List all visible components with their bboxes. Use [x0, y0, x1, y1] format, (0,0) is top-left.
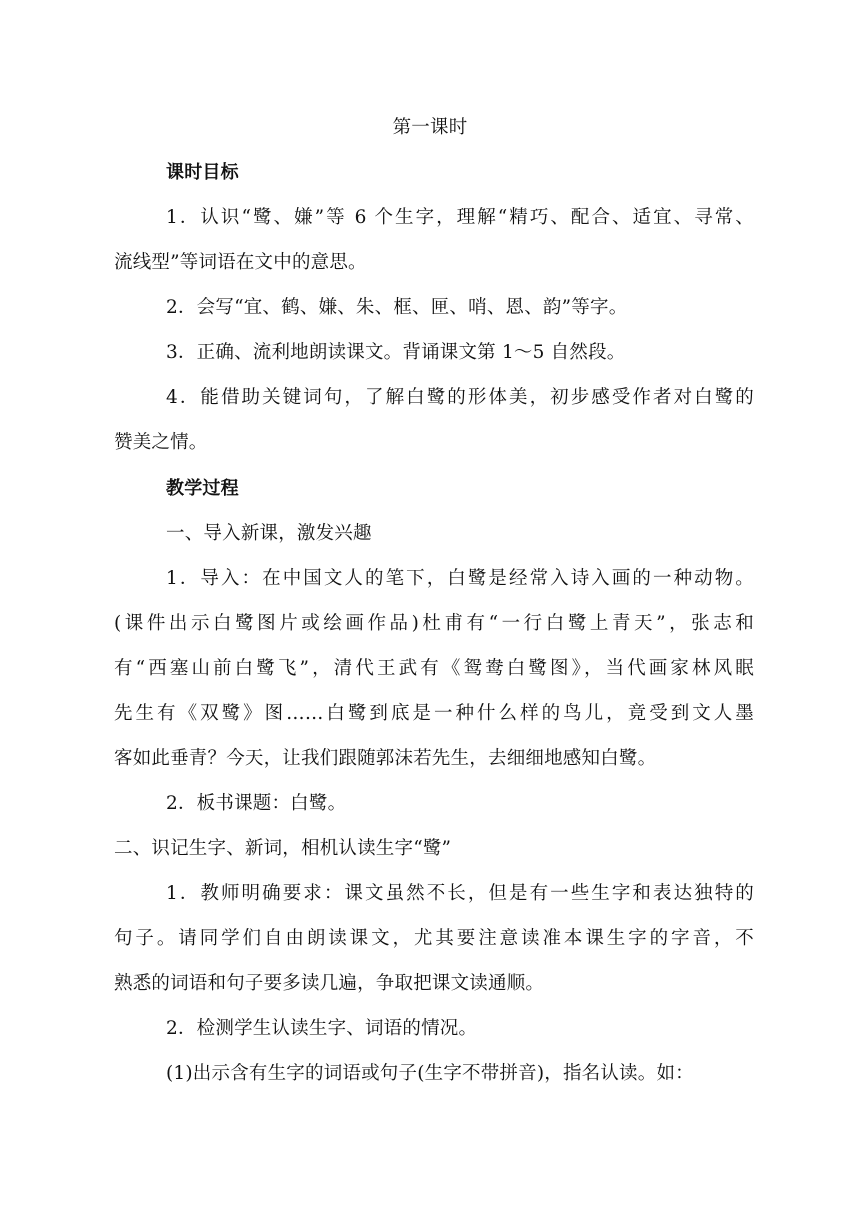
- section-heading-process: 教学过程: [166, 478, 239, 499]
- section-heading-goals: 课时目标: [166, 162, 239, 183]
- goal-1-line-1: 1．认识“鹭、嫌”等 6 个生字，理解“精巧、配合、适宜、寻常、: [166, 207, 754, 228]
- intro-para-line-5: 客如此垂青？今天，让我们跟随郭沫若先生，去细细地感知白鹭。: [114, 748, 657, 769]
- goal-4-line-2: 赞美之情。: [114, 432, 208, 453]
- teacher-para-line-1: 1．教师明确要求：课文虽然不长，但是有一些生字和表达独特的: [166, 883, 754, 904]
- show-words-para: (1)出示含有生字的词语或句子(生字不带拼音)，指名认读。如：: [166, 1063, 694, 1084]
- goal-2: 2．会写“宜、鹤、嫌、朱、框、匣、哨、恩、韵”等字。: [166, 297, 628, 318]
- board-title-para: 2．板书课题：白鹭。: [166, 793, 347, 814]
- check-para: 2．检测学生认读生字、词语的情况。: [166, 1018, 478, 1039]
- goal-1-line-2: 流线型”等词语在文中的意思。: [114, 252, 367, 273]
- intro-para-line-3: 有“西塞山前白鹭飞”，清代王武有《鸳鸯白鹭图》，当代画家林风眠: [114, 658, 754, 679]
- goal-4-line-1: 4．能借助关键词句，了解白鹭的形体美，初步感受作者对白鹭的: [166, 387, 754, 408]
- intro-para-line-1: 1．导入：在中国文人的笔下，白鹭是经常入诗入画的一种动物。: [166, 568, 754, 589]
- intro-para-line-4: 先生有《双鹭》图……白鹭到底是一种什么样的鸟儿，竟受到文人墨: [114, 703, 754, 724]
- part-2-title: 二、识记生字、新词，相机认读生字“鹭”: [114, 838, 452, 859]
- teacher-para-line-3: 熟悉的词语和句子要多读几遍，争取把课文读通顺。: [114, 973, 545, 994]
- intro-para-line-2: (课件出示白鹭图片或绘画作品)杜甫有“一行白鹭上青天”，张志和: [114, 613, 754, 634]
- part-1-title: 一、导入新课，激发兴趣: [166, 523, 372, 544]
- teacher-para-line-2: 句子。请同学们自由朗读课文，尤其要注意读准本课生字的字音，不: [114, 928, 754, 949]
- goal-3: 3．正确、流利地朗读课文。背诵课文第 1～5 自然段。: [166, 342, 626, 363]
- page-title: 第一课时: [392, 117, 468, 138]
